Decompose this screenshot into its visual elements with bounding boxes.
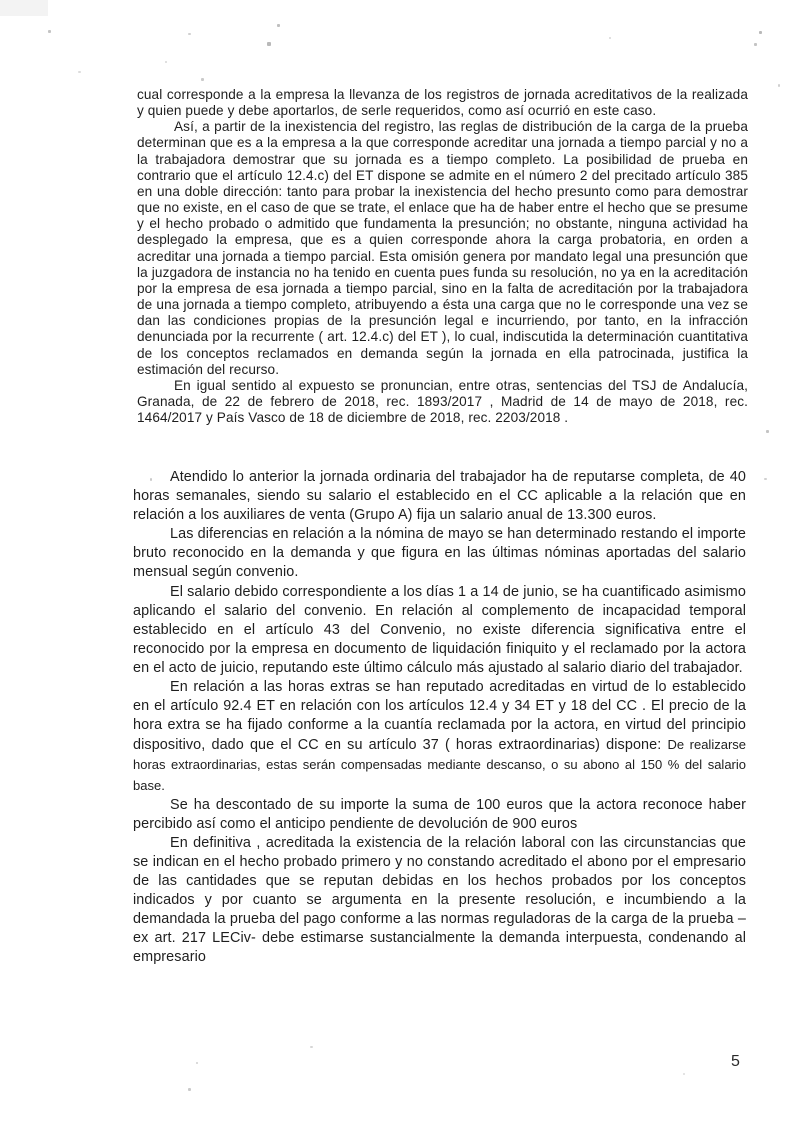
scan-speckle: [267, 42, 271, 46]
scan-speckle: [165, 61, 167, 63]
scan-speckle: [196, 1062, 198, 1064]
scan-speckle: [201, 78, 204, 81]
document-paragraph: Atendido lo anterior la jornada ordinaria del trabajador ha de reputarse completa, de 40 horas semanales, siendo su salario el establecido en el CC aplicable a la relación que en relación a los auxiliares de venta (Grupo A) fija un salario anual de 13.300 euros.: [133, 469, 746, 524]
scan-speckle: [778, 84, 780, 87]
convention-article-quote: De realizarse horas extraordinarias, estas serán compensadas mediante descanso, o su abono al 150 % del salario base.: [133, 737, 746, 793]
document-paragraph: Las diferencias en relación a la nómina de mayo se han determinado restando el importe bruto reconocido en la demanda y que figura en las últimas nóminas aportadas del salario mensual según convenio.: [133, 526, 746, 581]
document-paragraph: El salario debido correspondiente a los días 1 a 14 de junio, se ha cuantificado asimismo aplicando el salario del convenio. En relación al complemento de incapacidad temporal establecido en el artículo 43 del Convenio, no existe diferencia significativa entre el reconocido por la empresa en documento de liquidación finiquito y el reclamado por la actora en el acto de juicio, reputando este último cálculo más ajustado al salario diario del trabajador.: [133, 583, 746, 676]
scan-speckle: [683, 1073, 685, 1075]
text-block-upper: [137, 87, 748, 426]
scan-speckle: [188, 33, 191, 35]
scan-speckle: [310, 1046, 313, 1048]
document-paragraph: Se ha descontado de su importe la suma de 100 euros que la actora reconoce haber percibido así como el anticipo pendiente de devolución de 900 euros: [133, 796, 746, 832]
scan-speckle: [277, 24, 280, 27]
scan-corner-artifact: [0, 0, 48, 16]
scan-speckle: [609, 37, 611, 39]
paragraph-lead: En relación a las horas extras se han reputado acreditadas en virtud de lo establecido en el artículo 92.4 ET en relación con los artículos 12.4 y 34 ET y 18 del CC . El precio de la hora extra se ha fijado conforme a la cuantía reclamada por la actora, en virtud del principio dispositivo, dado que el CC en su artículo 37 ( horas extraordinarias) dispone:: [133, 679, 746, 754]
document-paragraph: [133, 678, 746, 796]
document-paragraph: cual corresponde a la empresa la llevanza de los registros de jornada acreditativos de la realizada y quien puede y debe aportarlos, de serle requeridos, como así ocurrió en este caso.: [137, 87, 748, 119]
scan-speckle: [764, 478, 767, 480]
scan-speckle: [78, 71, 81, 73]
scan-speckle: [48, 30, 51, 33]
document-paragraph: En definitiva , acreditada la existencia de la relación laboral con las circunstancias que se indican en el hecho probado primero y no constando acreditado el abono por el empresario de las cantidades que se reputan debidas en los hechos probados por los conceptos indicados y por cuanto se argumenta en la presente resolución, e incumbiendo a la demandada la prueba del pago conforme a las normas reguladoras de la carga de la prueba –ex art. 217 LECiv- debe estimarse sustancialmente la demanda interpuesta, condenando al empresario: [133, 834, 746, 966]
document-paragraph: En igual sentido al expuesto se pronuncian, entre otras, sentencias del TSJ de Andalucía, Granada, de 22 de febrero de 2018, rec. 1893/2017 , Madrid de 14 de mayo de 2018, rec. 1464/2017 y País Vasco de 18 de diciembre de 2018, rec. 2203/2018 .: [137, 377, 748, 426]
scan-speckle: [754, 43, 757, 46]
text-block-lower: [133, 468, 746, 967]
scan-speckle: [759, 31, 762, 34]
scan-speckle: [188, 1088, 191, 1091]
page-number: 5: [731, 1053, 740, 1070]
scan-speckle: [766, 430, 769, 433]
document-paragraph: Así, a partir de la inexistencia del registro, las reglas de distribución de la carga de la prueba determinan que es a la empresa a la que corresponde acreditar una jornada a tiempo parcial y no a la trabajadora demostrar que su jornada es a tiempo completo. La posibilidad de prueba en contrario que el artículo 12.4.c) del ET dispone se admite en el número 2 del precitado artículo 385 en una doble dirección: tanto para probar la inexistencia del hecho presunto como para demostrar que no existe, en el caso de que se trate, el enlace que ha de haber entre el hecho que se presume y el hecho probado o admitido que fundamenta la presunción; no obstante, ninguna actividad ha desplegado la empresa, que es a quien corresponde ahora la carga probatoria, en orden a acreditar una jornada a tiempo parcial. Esta omisión genera por mandato legal una presunción que la juzgadora de instancia no ha tenido en cuenta pues funda su resolución, no ya en la acreditación por la empresa de esa jornada a tiempo parcial, sino en la falta de acreditación por la trabajadora de una jornada a tiempo completo, atribuyendo a ésta una carga que no le corresponde una vez se dan las condiciones propias de la presunción legal e incurriendo, por tanto, en la infracción denunciada por la recurrente ( art. 12.4.c) del ET ), lo cual, indiscutida la determinación cuantitativa de los conceptos reclamados en demanda según la jornada en ella patrocinada, justifica la estimación del recurso.: [137, 119, 748, 377]
